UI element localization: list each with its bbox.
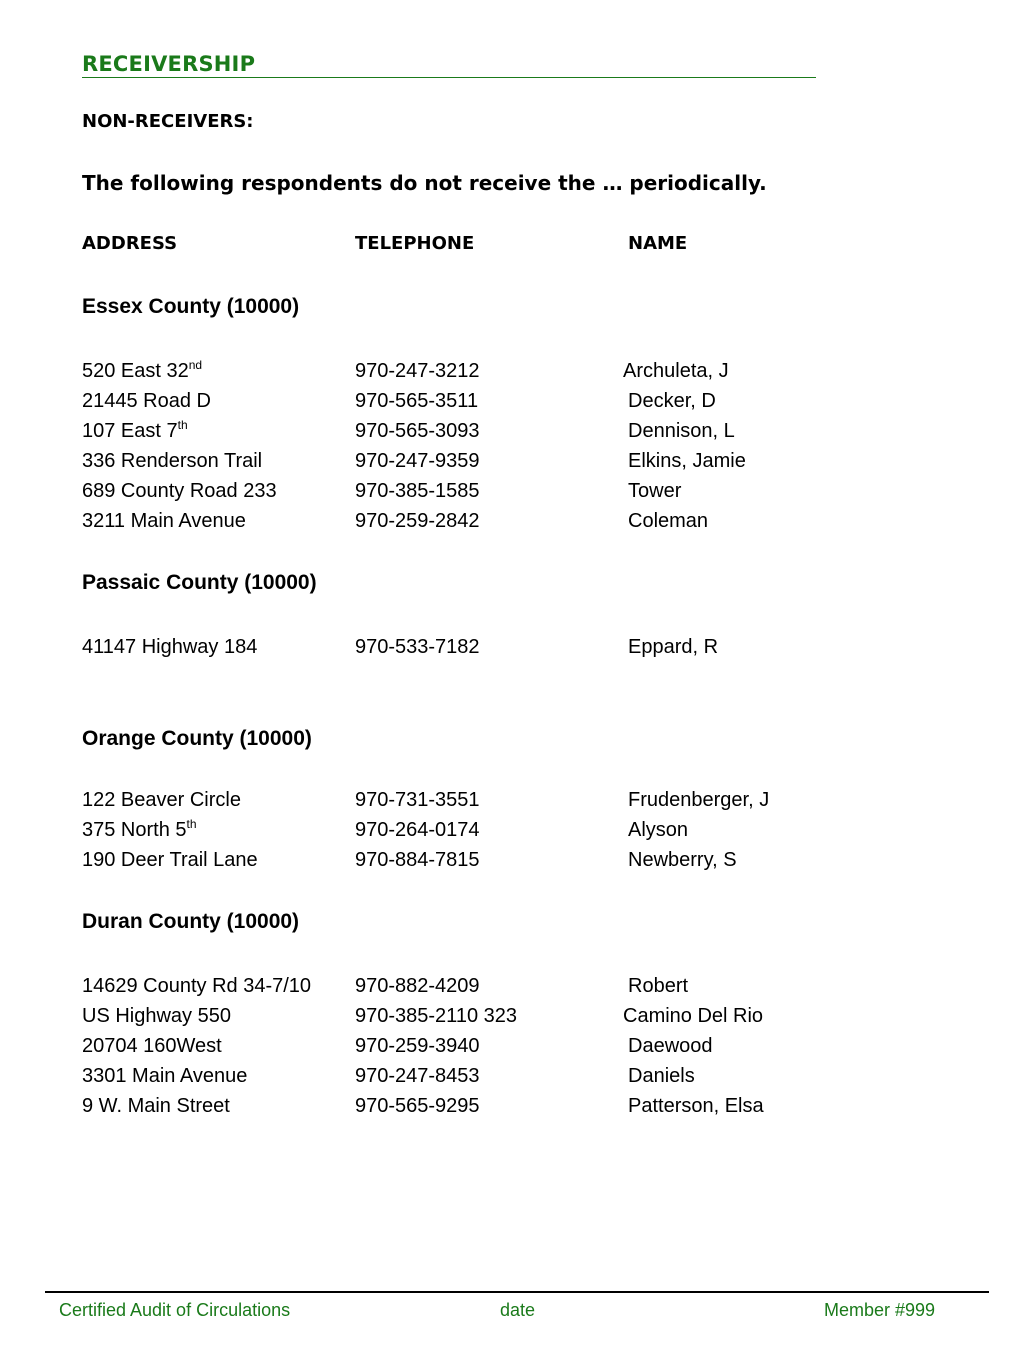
name-cell: Tower [628,480,682,502]
telephone-cell: 970-259-2842 [355,510,480,532]
section-title: RECEIVERSHIP [82,52,816,78]
address-text: 122 Beaver Circle [82,789,241,811]
address-cell [82,1005,231,1028]
name-cell: Robert [628,975,689,997]
ordinal-suffix: th [186,817,197,831]
name-cell: Alyson [628,819,689,841]
name-cell: Archuleta, J [623,360,729,382]
address-cell [82,480,277,503]
address-text: 14629 County Rd 34-7/10 [82,975,312,997]
address-cell [82,789,241,812]
ordinal-suffix: th [177,418,188,432]
name-cell: Daniels [628,1065,695,1087]
address-cell [82,420,188,443]
address-text: 41147 Highway 184 [82,636,258,658]
telephone-cell: 970-884-7815 [355,849,480,871]
telephone-cell: 970-565-3093 [355,420,480,442]
telephone-cell: 970-247-9359 [355,450,480,472]
footer-center-text: date [500,1300,536,1320]
telephone-cell: 970-247-8453 [355,1065,480,1087]
name-cell: Elkins, Jamie [628,450,746,472]
address-text: 190 Deer Trail Lane [82,849,258,871]
county-heading: Orange County (10000) [82,727,312,750]
county-heading: Duran County (10000) [82,910,300,933]
name-cell: Daewood [628,1035,713,1057]
footer-right-text: Member #999 [824,1300,936,1320]
address-cell [82,849,258,872]
telephone-cell: 970-385-2110 323 [355,1005,517,1027]
telephone-cell: 970-533-7182 [355,636,480,658]
county-heading: Passaic County (10000) [82,571,317,594]
telephone-cell: 970-264-0174 [355,819,480,841]
address-text: 3211 Main Avenue [82,510,246,532]
subheading: NON-RECEIVERS: [82,111,254,132]
address-text: 689 County Road 233 [82,480,277,502]
name-cell: Decker, D [628,390,716,412]
ordinal-suffix: nd [188,358,203,372]
name-cell: Frudenberger, J [628,789,770,811]
county-heading: Essex County (10000) [82,295,300,318]
address-cell [82,636,257,659]
footer-left-text: Certified Audit of Circulations [59,1300,291,1320]
telephone-cell: 970-259-3940 [355,1035,480,1057]
intro-text: The following respondents do not receive the … periodically. [82,171,767,195]
address-cell [82,819,197,842]
address-text: 9 W. Main Street [82,1095,230,1117]
address-text: 520 East 32 [82,360,189,382]
address-text: US Highway 550 [82,1005,231,1027]
column-header-telephone: TELEPHONE [355,233,475,254]
address-cell [82,390,211,413]
address-cell [82,510,246,533]
address-text: 21445 Road D [82,390,211,412]
name-cell: Newberry, S [628,849,737,871]
address-text: 336 Renderson Trail [82,450,263,472]
telephone-cell: 970-882-4209 [355,975,480,997]
telephone-cell: 970-565-9295 [355,1095,480,1117]
name-cell: Dennison, L [628,420,735,442]
telephone-cell: 970-385-1585 [355,480,480,502]
footer-rule [45,1291,989,1293]
address-cell [82,360,202,383]
telephone-cell: 970-247-3212 [355,360,480,382]
address-text: 3301 Main Avenue [82,1065,248,1087]
name-cell: Patterson, Elsa [628,1095,764,1117]
name-cell: Coleman [628,510,709,532]
telephone-cell: 970-731-3551 [355,789,480,811]
address-cell [82,975,311,998]
column-header-address: ADDRESS [82,233,178,254]
telephone-cell: 970-565-3511 [355,390,479,412]
address-cell [82,450,262,473]
address-cell [82,1095,230,1118]
address-cell [82,1035,222,1058]
address-text: 375 North 5 [82,819,187,841]
address-text: 20704 160West [82,1035,222,1057]
address-text: 107 East 7 [82,420,178,442]
address-cell [82,1065,247,1088]
name-cell: Camino Del Rio [623,1005,764,1027]
name-cell: Eppard, R [628,636,719,658]
column-header-name: NAME [628,233,688,254]
